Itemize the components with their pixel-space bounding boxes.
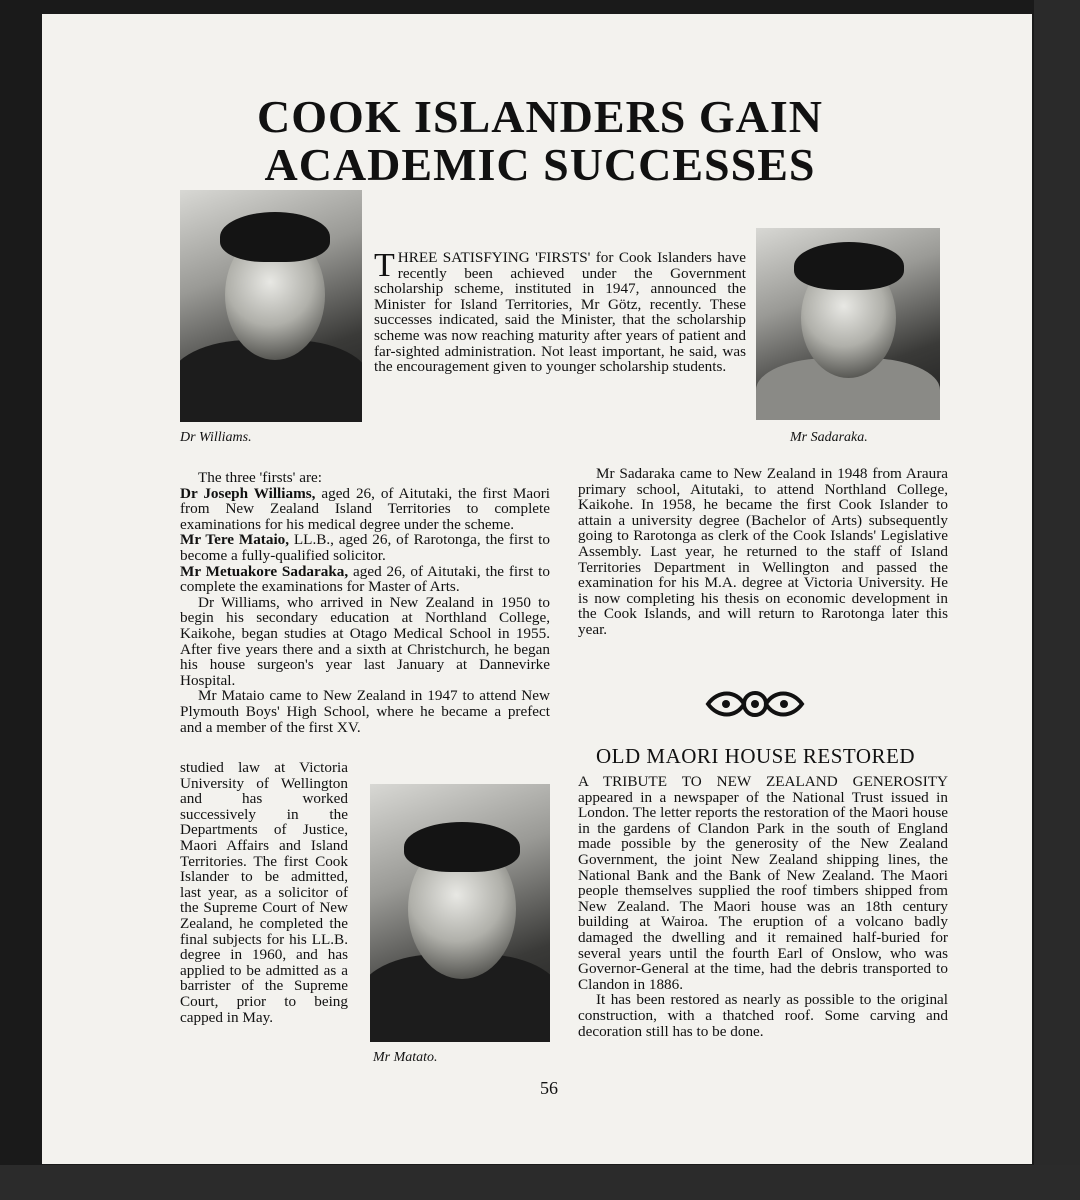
caption-mataio: Mr Matato. bbox=[373, 1050, 438, 1065]
caption-williams: Dr Williams. bbox=[180, 430, 252, 445]
photo-sadaraka bbox=[756, 228, 940, 420]
page-number: 56 bbox=[540, 1078, 558, 1098]
scan-bottom-band bbox=[0, 1165, 1080, 1200]
mataio-narrow-column: studied law at Victoria University of Wellington and has worked successively in the Departments of Justice, Maori Affairs and Island Territories. The first Cook Islander to be admitted, last year, as a solicitor of the Supreme Court of New Zealand, he completed the final subjects for his LL.B. degree in 1960, and has applied to be admitted as a barrister of the Supreme Court, prior to being capped in May. bbox=[180, 759, 348, 1026]
maori-house-column bbox=[578, 774, 948, 1039]
maori-house-paragraph: A TRIBUTE TO NEW ZEALAND GENEROSITY appeared in a newspaper of the National Trust issued in London. The letter reports the restoration of the Maori house in the gardens of Clandon Park in the south of England made possible by the generosity of the New Zealand Government, the joint New Zealand shipping lines, the National Bank and the Bank of New Zealand. The Maori people themselves supplied the roof timbers shipped from New Zealand. The Maori house was an 18th century building at Wairoa. The eruption of a volcano badly damaged the dwelling and it remained half-buried for several years until the fourth Earl of Onslow, who was Governor-General at the time, had the debris transported to Clandon in 1886. bbox=[578, 773, 948, 993]
first-sadaraka: Mr Metuakore Sadaraka, aged 26, of Aitutaki, the first to complete the examinations for Master of Arts. bbox=[180, 562, 551, 596]
photo-mataio bbox=[370, 784, 550, 1042]
left-column bbox=[180, 470, 550, 735]
photo-williams bbox=[180, 190, 362, 422]
first-mataio: Mr Tere Mataio, LL.B., aged 26, of Rarotonga, the first to become a fully-qualified solicitor. bbox=[180, 531, 550, 564]
first-williams: Dr Joseph Williams, aged 26, of Aitutaki, the first Maori from New Zealand Island Territories to complete examinations for his medical degree under the scheme. bbox=[180, 484, 550, 533]
article-title-line2: ACADEMIC SUCCESSES bbox=[264, 139, 816, 190]
caption-sadaraka: Mr Sadaraka. bbox=[790, 430, 868, 445]
section-heading-maori-house: OLD MAORI HOUSE RESTORED bbox=[596, 744, 916, 768]
firsts-lead: The three 'firsts' are: bbox=[198, 469, 322, 486]
sadaraka-paragraph: Mr Sadaraka came to New Zealand in 1948 from Araura primary school, Aitutaki, to attend Northland College, Kaikohe. In 1958, he became the first Cook Islander to attain a university degree (Bachelor of Arts) subsequently going to Rarotonga as clerk of the Cook Islands' Legislative Assembly. Last year, he returned to the staff of Island Territories Department in Wellington and passed the examination for his M.A. degree at Victoria University. He is now completing his thesis on economic development in the Cook Islands, and will return to Rarotonga later this year. bbox=[578, 465, 948, 638]
article-title-line1: COOK ISLANDERS GAIN bbox=[257, 91, 823, 142]
williams-paragraph: Dr Williams, who arrived in New Zealand in 1950 to begin his secondary education at Northland College, Kaikohe, began studies at Otago Medical School in 1955. After five years there and a sixth at Christchurch, he began his house surgeon's year last January at Dannevirke Hospital. bbox=[180, 593, 550, 689]
maori-ornament-icon bbox=[700, 686, 810, 722]
maori-house-paragraph-2: It has been restored as nearly as possible to the original construction, with a thatched roof. Some carving and decoration still has to be done. bbox=[578, 991, 948, 1040]
intro-paragraph: THREE SATISFYING 'FIRSTS' for Cook Islanders have recently been achieved under the Government scholarship scheme, instituted in 1947, announced the Minister for Island Territories, Mr Götz, recently. These successes indicated, said the Minister, that the scholarship scheme was now reaching maturity after years of patient and far-sighted administration. Not least important, he said, was the encouragement given to younger scholarship students. bbox=[374, 247, 746, 376]
dropcap: T bbox=[374, 247, 395, 284]
mataio-paragraph: Mr Mataio came to New Zealand in 1947 to attend New Plymouth Boys' High School, where he became a prefect and a member of the first XV. bbox=[180, 687, 550, 736]
